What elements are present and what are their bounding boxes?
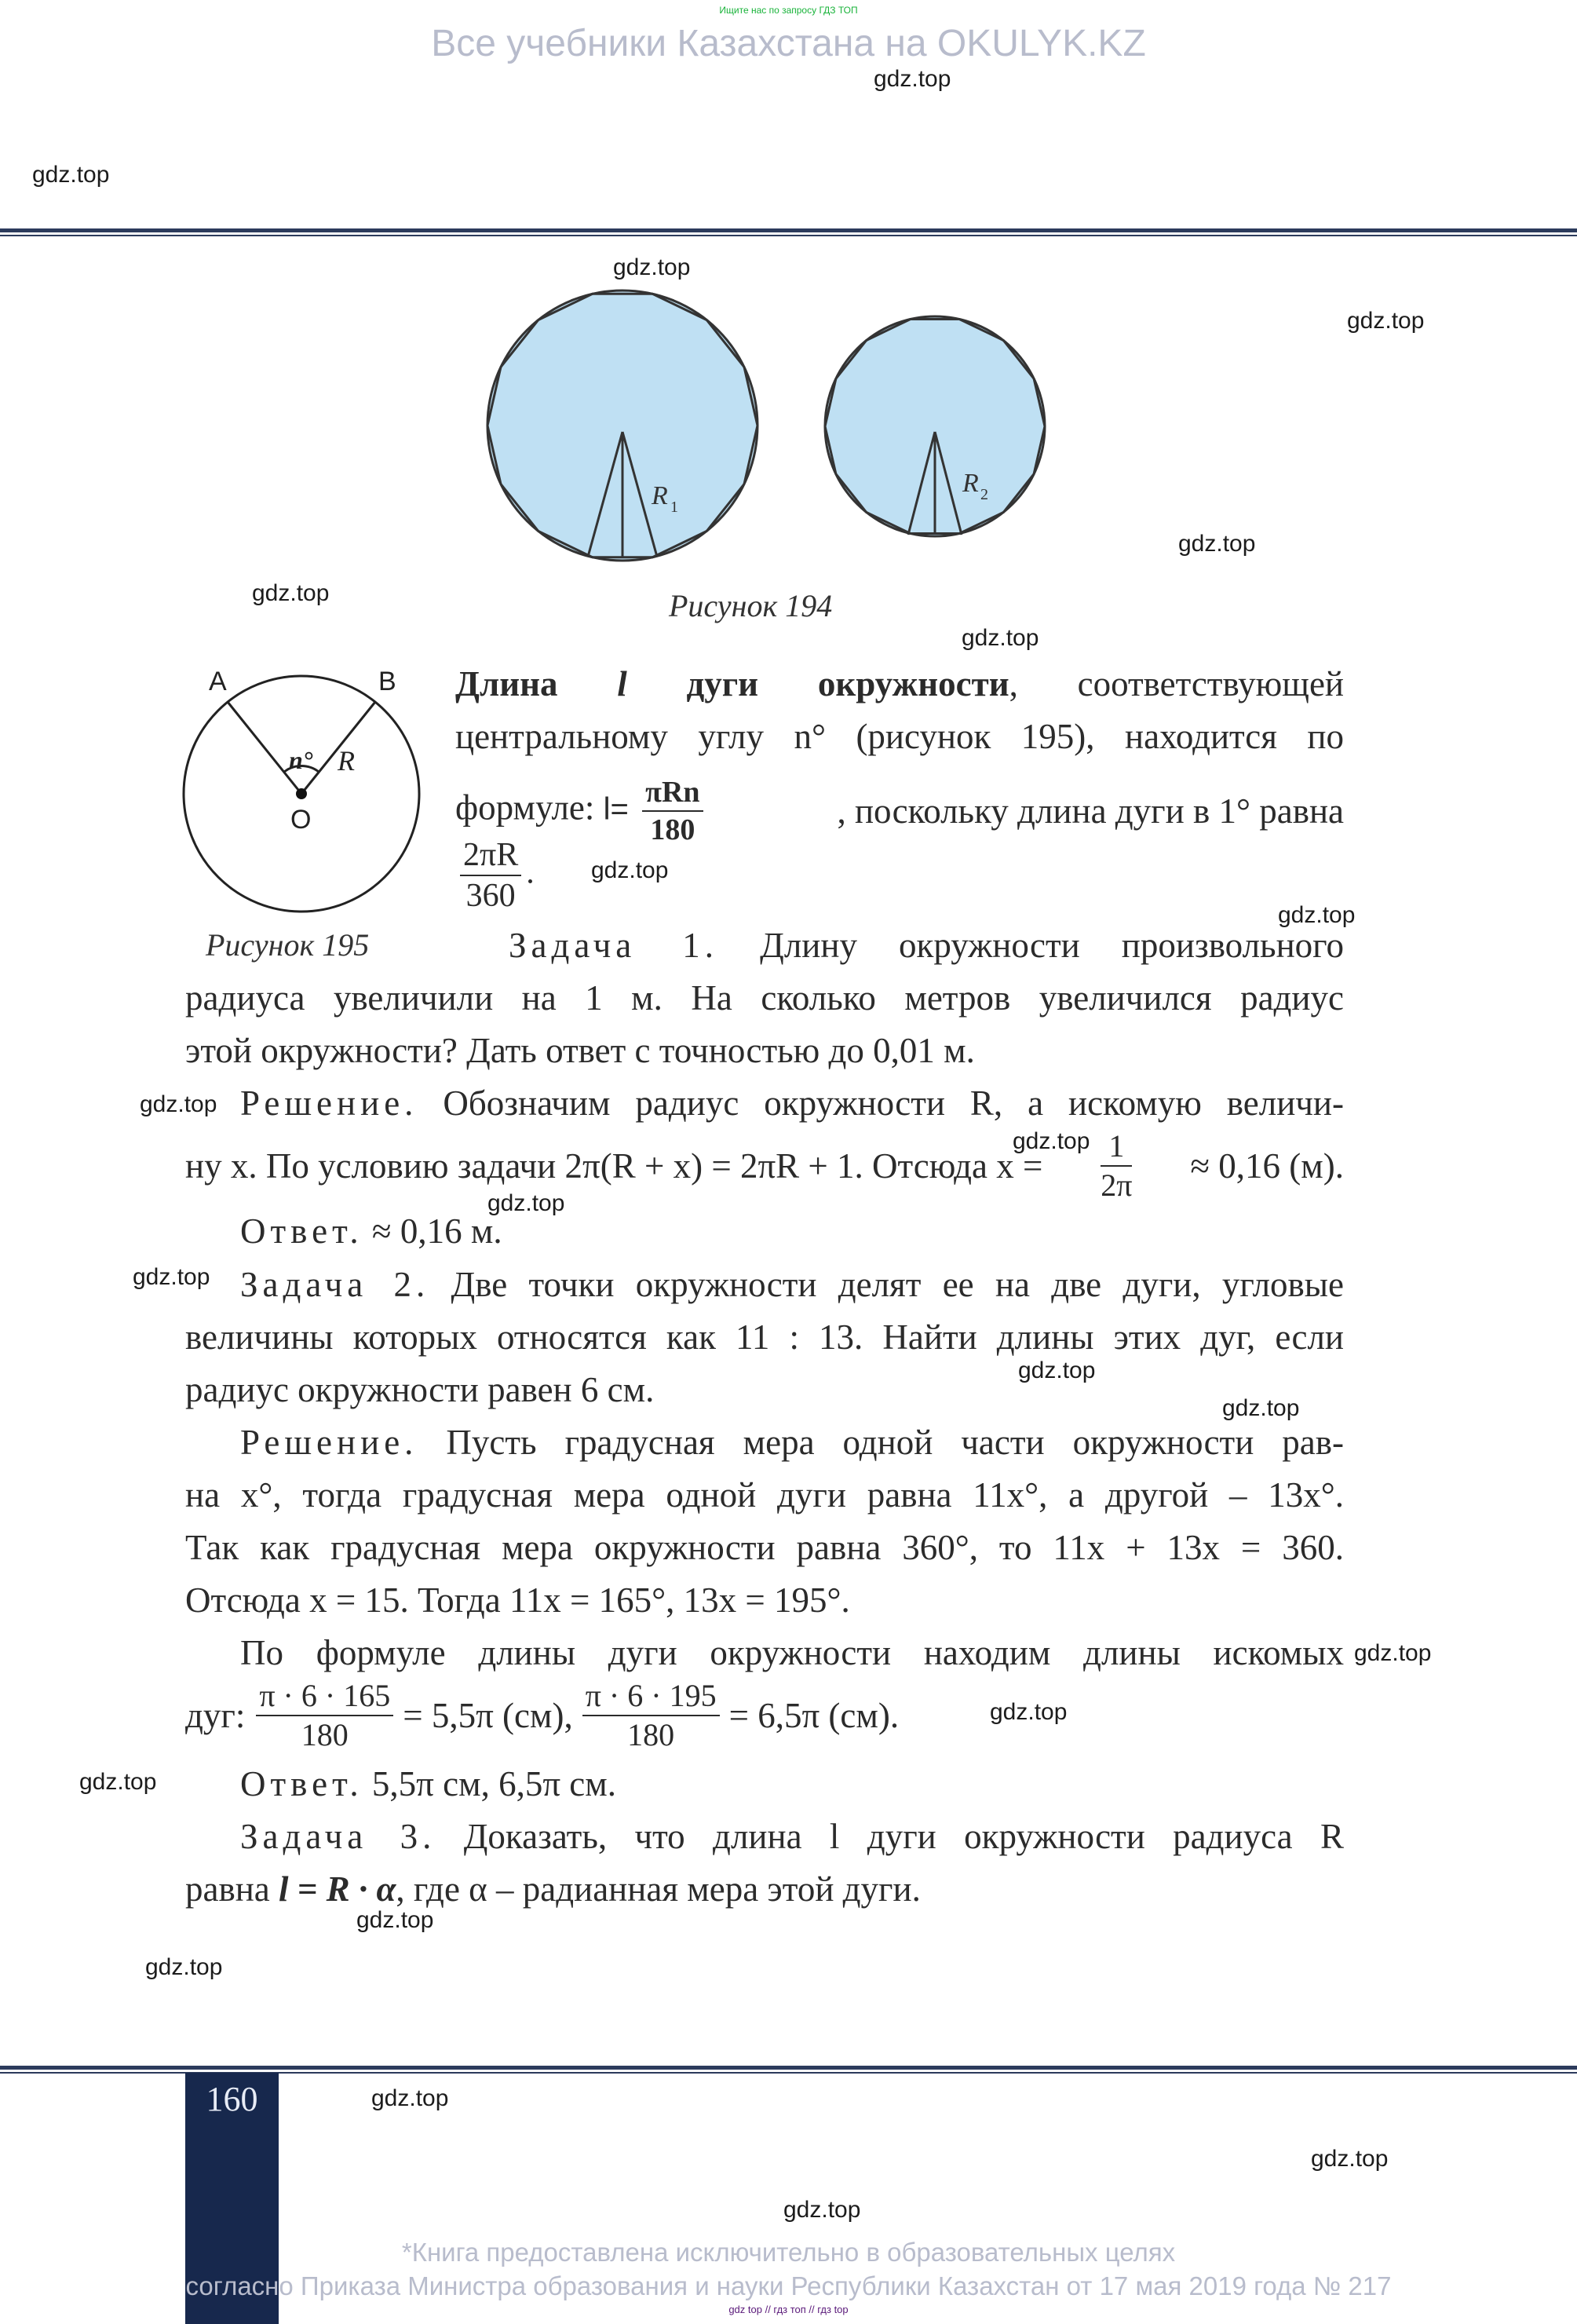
task2-arcs-label: дуг: bbox=[185, 1696, 246, 1735]
formula-fraction bbox=[642, 777, 703, 845]
task2-solution-line-6 bbox=[185, 1680, 899, 1751]
circle-r2 bbox=[825, 316, 1045, 536]
task2-solution-line-5: По формуле длины дуги окружности находим длины искомых bbox=[240, 1633, 1344, 1672]
figure-194-diagram bbox=[471, 275, 1068, 573]
intro-line-4 bbox=[455, 839, 535, 912]
answer-heading: Ответ. bbox=[240, 1211, 363, 1251]
watermark: gdz.top bbox=[145, 1954, 223, 1980]
task3-line-1 bbox=[240, 1816, 1344, 1857]
task2-solution-line-2: на x°, тогда градусная мера одной дуги равна 11x°, а другой – 13x°. bbox=[185, 1475, 1344, 1515]
task2-line-2: величины которых относятся как 11 : 13. Найти длины этих дуг, если bbox=[185, 1317, 1344, 1357]
watermark: gdz.top bbox=[252, 580, 330, 606]
task1-sol-l1: Обозначим радиус окружности R, а искомую величи- bbox=[443, 1083, 1345, 1123]
task3-formula: l = R · α bbox=[279, 1869, 396, 1909]
task1-solution-line-1 bbox=[240, 1083, 1344, 1124]
watermark: gdz.top bbox=[79, 1769, 157, 1795]
intro-line-3 bbox=[455, 777, 1344, 845]
formula-l: l= bbox=[603, 791, 629, 827]
watermark: gdz.top bbox=[140, 1091, 217, 1117]
task2-fraction-2 bbox=[582, 1680, 720, 1751]
task2-arc2-result: = 6,5π (см). bbox=[728, 1696, 900, 1735]
task1-answer-value: ≈ 0,16 м. bbox=[371, 1211, 502, 1251]
term-l: l bbox=[617, 664, 627, 703]
intro-line-1 bbox=[455, 663, 1344, 704]
watermark: gdz.top bbox=[32, 162, 110, 188]
watermark: gdz.top bbox=[874, 66, 951, 92]
label-r2: R bbox=[962, 469, 979, 498]
task3-l1-rest: Доказать, что длина l дуги окружности радиуса R bbox=[463, 1817, 1345, 1856]
intro-l1-rest: , соответствующей bbox=[1009, 664, 1344, 703]
task2-solution-line-1 bbox=[240, 1422, 1344, 1463]
watermark: gdz.top bbox=[783, 2197, 861, 2223]
label-a: A bbox=[209, 667, 227, 696]
search-hint: Ищите нас по запросу ГДЗ ТОП bbox=[719, 5, 858, 16]
task1-line-2: радиуса увеличили на 1 м. На сколько метров увеличился радиус bbox=[185, 978, 1344, 1018]
task2-numerator-1: π · 6 · 165 bbox=[256, 1680, 393, 1716]
task1-sol-l2b: ≈ 0,16 (м). bbox=[1190, 1146, 1344, 1186]
header-rule bbox=[0, 228, 1577, 232]
intro-line-2: центральному углу n° (рисунок 195), находится по bbox=[455, 717, 1344, 756]
label-o: O bbox=[290, 805, 312, 835]
task2-answer bbox=[240, 1763, 616, 1804]
footer-tags: gdz top // гдз топ // гдз top bbox=[728, 2304, 849, 2315]
task1-line-3: этой окружности? Дать ответ с точностью до 0,01 м. bbox=[185, 1031, 975, 1070]
task2-answer-value: 5,5π см, 6,5π см. bbox=[371, 1764, 616, 1803]
degree-numerator: 2πR bbox=[460, 839, 521, 876]
term-arc: дуги окружности bbox=[686, 664, 1009, 703]
task2-line-3: радиус окружности равен 6 см. bbox=[185, 1370, 655, 1409]
page-number: 160 bbox=[206, 2080, 258, 2118]
watermark: gdz.top bbox=[1311, 2146, 1389, 2172]
watermark: gdz.top bbox=[613, 254, 691, 280]
answer-heading: Ответ. bbox=[240, 1764, 363, 1803]
task2-line-1 bbox=[240, 1264, 1344, 1305]
task1-sol-l2a: ну x. По условию задачи 2π(R + x) = 2πR + 1. Отсюда x = bbox=[185, 1146, 1043, 1186]
task1-line-1 bbox=[509, 925, 1344, 966]
watermark: gdz.top bbox=[371, 2085, 449, 2111]
watermark: gdz.top bbox=[591, 857, 669, 883]
task1-fraction bbox=[1101, 1128, 1133, 1203]
task2-denominator-2: 180 bbox=[627, 1717, 675, 1752]
task1-answer bbox=[240, 1211, 502, 1252]
watermark: gdz.top bbox=[356, 1907, 434, 1933]
label-r: R bbox=[338, 745, 355, 776]
task1-heading: Задача 1. bbox=[509, 926, 719, 965]
task2-fraction-1 bbox=[256, 1680, 393, 1751]
label-n: n° bbox=[289, 746, 313, 774]
label-b: B bbox=[378, 667, 396, 696]
formula-numerator: πRn bbox=[642, 777, 703, 812]
watermark: gdz.top bbox=[1278, 902, 1356, 928]
watermark: gdz.top bbox=[962, 625, 1039, 651]
task1-denominator: 2π bbox=[1101, 1167, 1133, 1203]
watermark: gdz.top bbox=[487, 1190, 565, 1216]
watermark: gdz.top bbox=[1018, 1357, 1096, 1383]
watermark: gdz.top bbox=[1013, 1128, 1090, 1154]
header-rule-thin bbox=[0, 235, 1577, 236]
figure-194-caption: Рисунок 194 bbox=[669, 588, 833, 623]
watermark: gdz.top bbox=[1222, 1395, 1300, 1421]
label-r2-sub: 2 bbox=[980, 486, 988, 503]
task1-numerator: 1 bbox=[1101, 1131, 1132, 1167]
task1-l1-rest: Длину окружности произвольного bbox=[760, 926, 1344, 965]
watermark: gdz.top bbox=[1347, 308, 1425, 334]
label-r1-sub: 1 bbox=[670, 499, 678, 516]
formula-label: формуле: bbox=[455, 787, 595, 828]
solution-heading: Решение. bbox=[240, 1083, 418, 1123]
watermark: gdz.top bbox=[1178, 531, 1256, 557]
term-arc-length: Длина bbox=[455, 664, 558, 703]
footer-rule bbox=[0, 2066, 1577, 2070]
degree-fraction bbox=[460, 839, 521, 912]
task2-solution-line-4: Отсюда x = 15. Тогда 11x = 165°, 13x = 195°. bbox=[185, 1580, 850, 1620]
task2-sol-l1: Пусть градусная мера одной части окружности рав- bbox=[446, 1423, 1345, 1462]
task2-arc1-result: = 5,5π (см), bbox=[403, 1696, 573, 1735]
task2-l1-rest: Две точки окружности делят ее на две дуги, угловые bbox=[451, 1265, 1344, 1304]
watermark: gdz.top bbox=[990, 1699, 1068, 1725]
watermark: gdz.top bbox=[1354, 1640, 1432, 1666]
site-banner: Все учебники Казахстана на OKULYK.KZ bbox=[431, 23, 1146, 64]
intro-l3-rest: , поскольку длина дуги в 1° равна bbox=[837, 791, 1344, 831]
intro-period: . bbox=[526, 854, 535, 891]
degree-denominator: 360 bbox=[465, 878, 516, 914]
task3-line-2 bbox=[185, 1869, 921, 1909]
task2-heading: Задача 2. bbox=[240, 1265, 430, 1304]
figure-195-caption: Рисунок 195 bbox=[206, 927, 370, 963]
formula-denominator: 180 bbox=[650, 813, 695, 846]
solution-heading: Решение. bbox=[240, 1423, 418, 1462]
footer-order: согласно Приказа Министра образования и науки Республики Казахстан от 17 мая 2019 года № 217 bbox=[185, 2271, 1392, 2300]
task3-heading: Задача 3. bbox=[240, 1817, 436, 1856]
figure-195-diagram bbox=[173, 663, 432, 923]
label-r1: R bbox=[652, 481, 668, 510]
task3-equals-label: равна bbox=[185, 1869, 270, 1909]
task2-denominator-1: 180 bbox=[301, 1717, 349, 1752]
task2-numerator-2: π · 6 · 195 bbox=[582, 1680, 720, 1716]
footer-disclaimer: *Книга предоставлена исключительно в образовательных целях bbox=[401, 2238, 1176, 2267]
watermark: gdz.top bbox=[133, 1264, 210, 1290]
circle-r1 bbox=[487, 290, 757, 561]
task2-solution-line-3: Так как градусная мера окружности равна 360°, то 11x + 13x = 360. bbox=[185, 1528, 1344, 1567]
task3-l2-rest: , где α – радианная мера этой дуги. bbox=[396, 1869, 921, 1909]
